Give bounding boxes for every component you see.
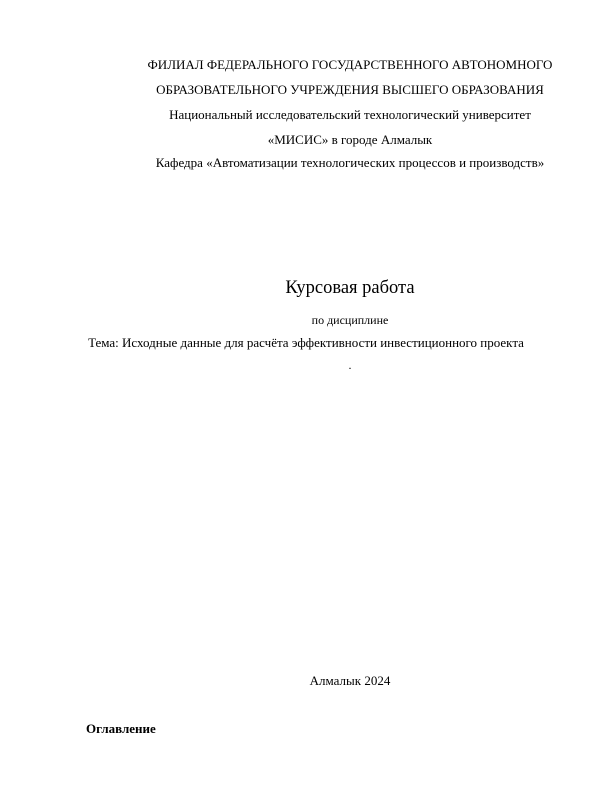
department-name: Кафедра «Автоматизации технологических процессов и производств» <box>155 155 545 170</box>
institution-line-2: ОБРАЗОВАТЕЛЬНОГО УЧРЕЖДЕНИЯ ВЫСШЕГО ОБРАЗОВАНИЯ <box>156 82 544 97</box>
city-year: Алмалык 2024 <box>309 673 391 688</box>
work-title: Курсовая работа <box>285 278 415 298</box>
topic-dot: . <box>348 358 352 372</box>
discipline-label: по дисциплине <box>311 313 389 327</box>
university-location: «МИСИС» в городе Алмалык <box>267 132 433 147</box>
toc-heading: Оглавление <box>86 721 156 736</box>
work-topic: Тема: Исходные данные для расчёта эффективности инвестиционного проекта <box>88 335 524 350</box>
institution-line-1: ФИЛИАЛ ФЕДЕРАЛЬНОГО ГОСУДАРСТВЕННОГО АВТОНОМНОГО <box>147 57 553 72</box>
university-name: Национальный исследовательский технологический университет <box>169 107 531 122</box>
